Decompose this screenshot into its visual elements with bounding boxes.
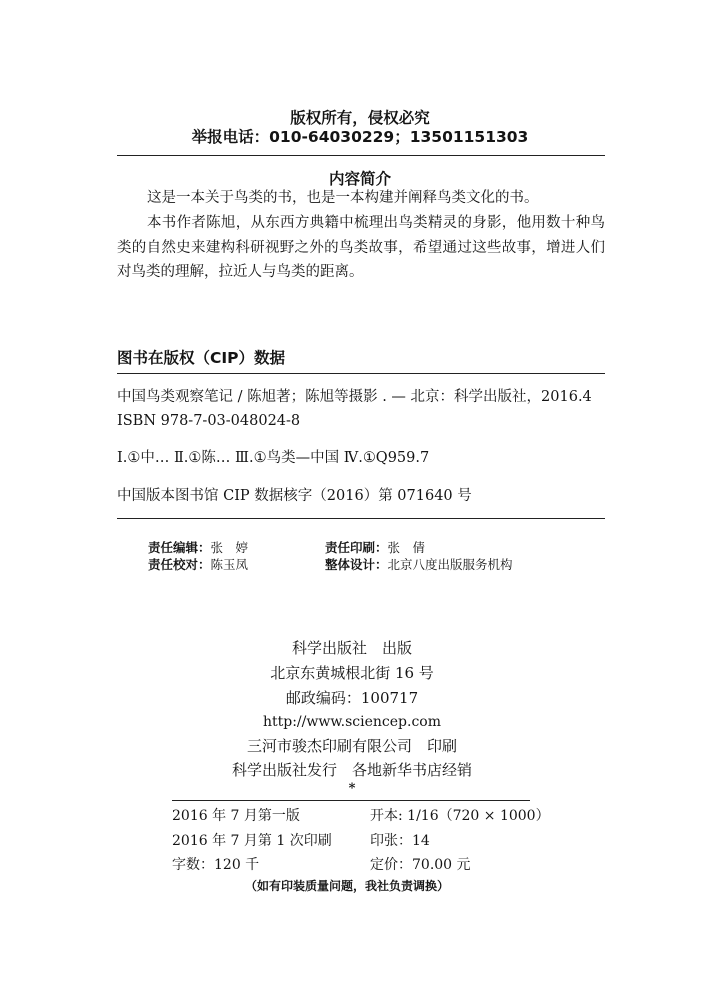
distribution-line: 科学出版社发行 各地新华书店经销 bbox=[231, 761, 472, 779]
credit-proofreader-value: 陈玉凤 bbox=[210, 557, 249, 572]
summary-paragraph-2-line-1: 本书作者陈旭，从东西方典籍中梳理出鸟类精灵的身影，他用数十种鸟 bbox=[147, 215, 605, 231]
summary-paragraph-1: 这是一本关于鸟类的书，也是一本构建并阐释鸟类文化的书。 bbox=[147, 190, 539, 206]
cip-isbn: ISBN 978-7-03-048024-8 bbox=[117, 413, 301, 429]
edition-first-printing: 2016 年 7 月第 1 次印刷 bbox=[172, 833, 332, 849]
cip-bibliographic-entry: 中国鸟类观察笔记 / 陈旭著；陈旭等摄影 . — 北京：科学出版社，2016.4 bbox=[117, 389, 592, 405]
divider-top bbox=[117, 155, 605, 156]
credit-proofreader bbox=[148, 557, 248, 573]
summary-paragraph-2-line-2: 类的自然史来建构科研视野之外的鸟类故事，希望通过这些故事，增进人们 bbox=[117, 240, 605, 256]
copyright-notice: 版权所有，侵权必究 bbox=[290, 109, 430, 127]
printer-line: 三河市骏杰印刷有限公司 印刷 bbox=[246, 737, 457, 755]
divider-cip bbox=[117, 373, 605, 374]
edition-price: 定价：70.00 元 bbox=[370, 857, 471, 873]
credit-design-value: 北京八度出版服务机构 bbox=[387, 557, 513, 572]
credit-design bbox=[325, 557, 513, 573]
credit-print-manager-value: 张 倩 bbox=[387, 540, 426, 555]
report-hotline: 举报电话：010-64030229；13501151303 bbox=[191, 128, 529, 146]
quality-notice: （如有印装质量问题，我社负责调换） bbox=[244, 879, 449, 893]
credit-print-manager bbox=[325, 540, 425, 556]
divider-edition bbox=[172, 800, 530, 801]
edition-format: 开本: 1/16（720 × 1000） bbox=[370, 808, 550, 824]
credit-design-label: 整体设计： bbox=[325, 557, 388, 572]
credit-print-manager-label: 责任印刷： bbox=[325, 540, 388, 555]
credit-editor bbox=[148, 540, 248, 556]
edition-word-count: 字数：120 千 bbox=[172, 857, 260, 873]
publisher-website: http://www.sciencep.com bbox=[262, 714, 441, 730]
cip-record-number: 中国版本图书馆 CIP 数据核字（2016）第 071640 号 bbox=[117, 488, 472, 504]
separator-asterisk: * bbox=[348, 781, 356, 796]
edition-first: 2016 年 7 月第一版 bbox=[172, 808, 300, 824]
credit-editor-value: 张 婷 bbox=[210, 540, 249, 555]
credit-editor-label: 责任编辑： bbox=[148, 540, 211, 555]
summary-title: 内容简介 bbox=[328, 170, 391, 188]
summary-paragraph-2-line-3: 对鸟类的理解，拉近人与鸟类的距离。 bbox=[117, 264, 364, 280]
edition-printed-sheets: 印张：14 bbox=[370, 833, 430, 849]
publisher-postcode: 邮政编码：100717 bbox=[285, 689, 419, 707]
divider-credits bbox=[117, 518, 605, 519]
publisher-address: 北京东黄城根北街 16 号 bbox=[270, 664, 434, 682]
cip-classification: Ⅰ.①中… Ⅱ.①陈… Ⅲ.①鸟类—中国 Ⅳ.①Q959.7 bbox=[117, 450, 430, 466]
credit-proofreader-label: 责任校对： bbox=[148, 557, 211, 572]
cip-title: 图书在版权（CIP）数据 bbox=[117, 349, 286, 367]
publisher-line: 科学出版社 出版 bbox=[291, 639, 412, 657]
